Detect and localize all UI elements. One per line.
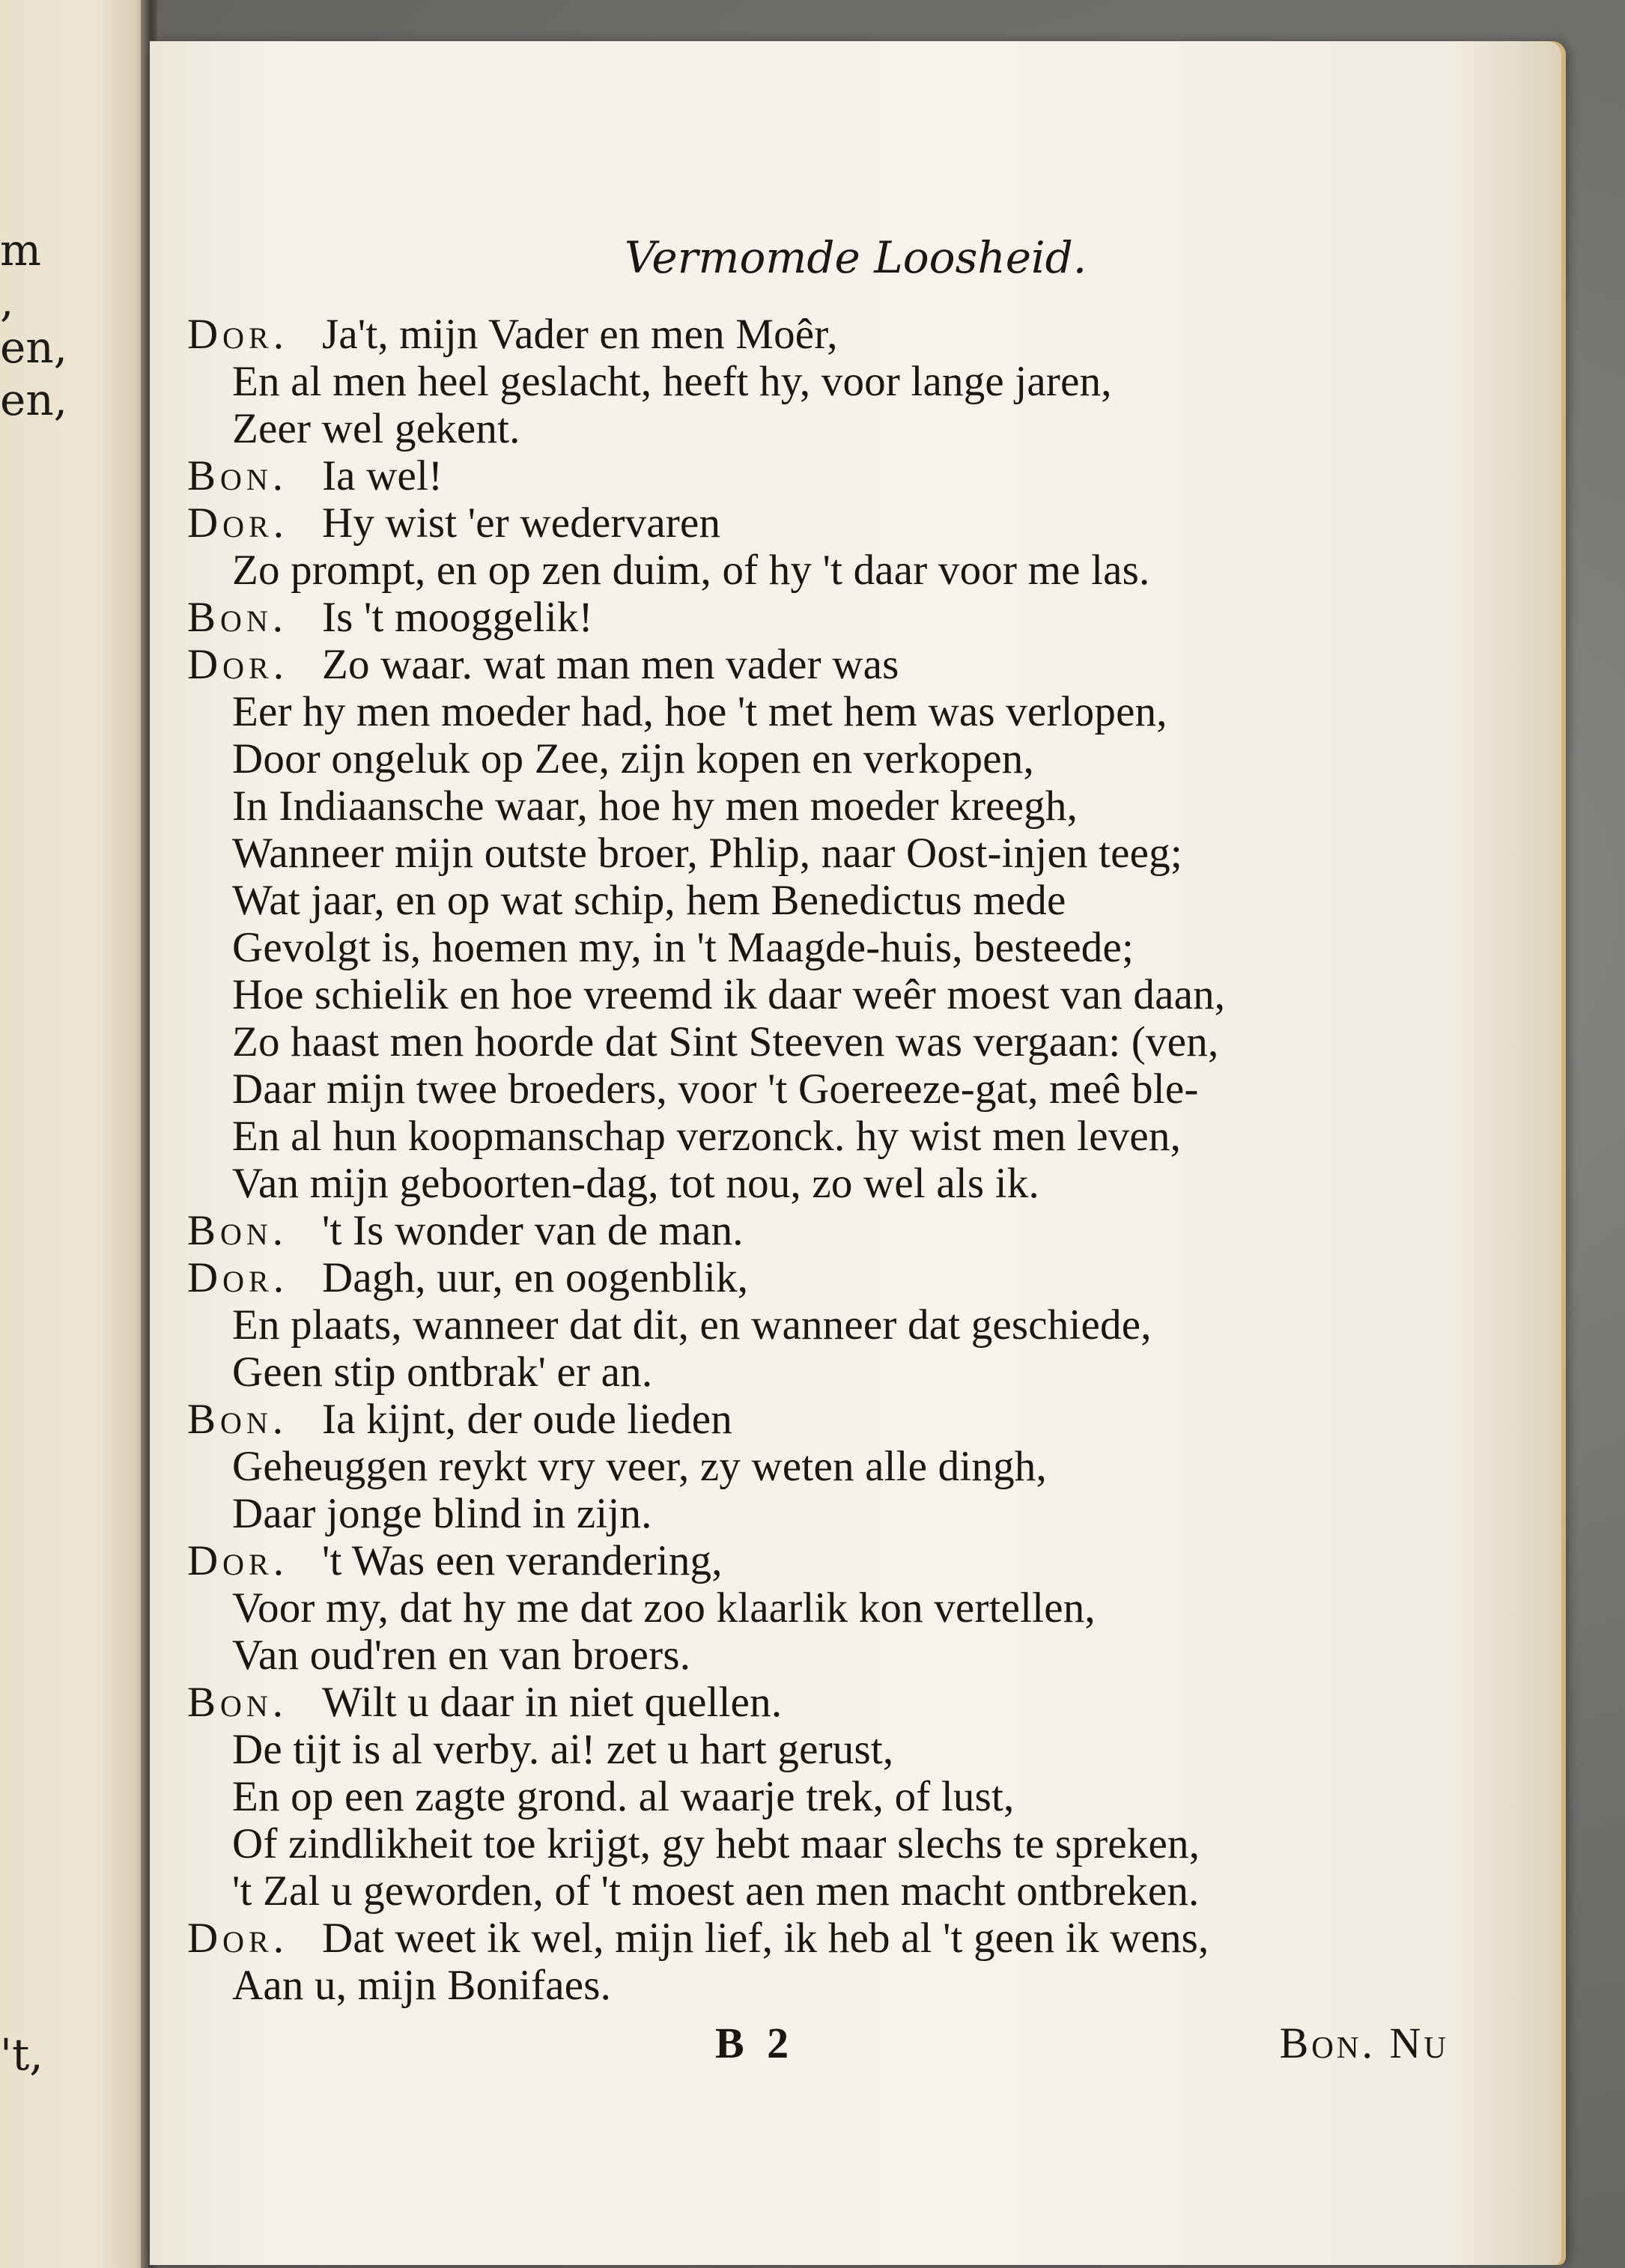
verse-line-text: De tijt is al verby. ai! zet u hart gerust, bbox=[232, 1726, 894, 1773]
left-page-fragment: en, bbox=[0, 374, 68, 425]
verse-line bbox=[187, 1679, 1501, 1726]
running-title: Vermomde Loosheid. bbox=[624, 232, 1087, 283]
verse-line bbox=[187, 1773, 1501, 1820]
speaker-label: Dor. bbox=[187, 1537, 288, 1584]
verse-line bbox=[187, 735, 1501, 782]
verse-line bbox=[187, 782, 1501, 830]
verse-line bbox=[187, 971, 1501, 1018]
verse-line-text: Wilt u daar in niet quellen. bbox=[322, 1679, 783, 1726]
verse-line bbox=[187, 405, 1501, 452]
verse-line bbox=[187, 1113, 1501, 1160]
speaker-label: Dor. bbox=[187, 1254, 288, 1301]
verse-line-text: Daar mijn twee broeders, voor 't Goereeze-gat, meê ble- bbox=[232, 1065, 1199, 1113]
book-page bbox=[150, 41, 1561, 2265]
left-page-fragment: , bbox=[0, 276, 14, 326]
verse-line-text: Zo prompt, en op zen duim, of hy 't daar voor me las. bbox=[232, 547, 1150, 594]
verse-line-text: Van oud'ren en van broers. bbox=[232, 1632, 691, 1679]
left-page-fragment: m bbox=[0, 225, 41, 276]
verse-line-text: Ia wel! bbox=[322, 452, 443, 499]
left-page-fragment: en, bbox=[0, 322, 68, 373]
verse-line-text: Ia kijnt, der oude lieden bbox=[322, 1396, 732, 1443]
verse-line-text: En plaats, wanneer dat dit, en wanneer dat geschiede, bbox=[232, 1301, 1152, 1349]
verse-line-text: 't Zal u geworden, of 't moest aen men macht ontbreken. bbox=[232, 1867, 1200, 1915]
verse-line-text: Aan u, mijn Bonifaes. bbox=[232, 1962, 612, 2009]
speaker-label: Bon. bbox=[187, 1207, 288, 1254]
verse-line bbox=[187, 1490, 1501, 1537]
verse-line bbox=[187, 1396, 1501, 1443]
verse-line-text: En al hun koopmanschap verzonck. hy wist men leven, bbox=[232, 1113, 1182, 1160]
verse-line bbox=[187, 1820, 1501, 1867]
speaker-label: Bon. bbox=[187, 1679, 288, 1726]
verse-line bbox=[187, 830, 1501, 877]
verse-line-text: Zo waar. wat man men vader was bbox=[322, 641, 899, 688]
verse-line-text: Geheuggen reykt vry veer, zy weten alle dingh, bbox=[232, 1443, 1047, 1490]
verse-line-text: 't Is wonder van de man. bbox=[322, 1207, 744, 1254]
verse-line bbox=[187, 877, 1501, 924]
verse-line-text: En al men heel geslacht, heeft hy, voor lange jaren, bbox=[232, 358, 1112, 405]
speaker-label: Dor. bbox=[187, 641, 288, 688]
verse-line bbox=[187, 1301, 1501, 1349]
verse-line bbox=[187, 1632, 1501, 1679]
verse-line-text: 't Was een verandering, bbox=[322, 1537, 723, 1584]
verse-line-text: Wanneer mijn outste broer, Phlip, naar Oost-injen teeg; bbox=[232, 830, 1182, 877]
signature-mark: B 2 bbox=[715, 2019, 795, 2067]
verse-line-text: Voor my, dat hy me dat zoo klaarlik kon vertellen, bbox=[232, 1584, 1096, 1632]
verse-line-text: Daar jonge blind in zijn. bbox=[232, 1490, 652, 1537]
verse-line bbox=[187, 1254, 1501, 1301]
verse-line-text: Zo haast men hoorde dat Sint Steeven was vergaan: (ven, bbox=[232, 1018, 1219, 1065]
verse-line bbox=[187, 1443, 1501, 1490]
speaker-label: Dor. bbox=[187, 311, 288, 358]
previous-page-edge bbox=[0, 0, 154, 2268]
verse-line-text: In Indiaansche waar, hoe hy men moeder kreegh, bbox=[232, 782, 1078, 830]
verse-line bbox=[187, 1349, 1501, 1396]
page-footer bbox=[150, 2018, 1561, 2070]
verse-line-text: Gevolgt is, hoemen my, in 't Maagde-huis, besteede; bbox=[232, 924, 1134, 971]
verse-line bbox=[187, 547, 1501, 594]
verse-line bbox=[187, 1584, 1501, 1632]
verse-line bbox=[187, 594, 1501, 641]
verse-line bbox=[187, 1867, 1501, 1915]
verse-line bbox=[187, 641, 1501, 688]
verse-line-text: Hy wist 'er wedervaren bbox=[322, 499, 721, 547]
verse-line bbox=[187, 1207, 1501, 1254]
verse-line-text: Eer hy men moeder had, hoe 't met hem was verlopen, bbox=[232, 688, 1167, 735]
verse-line-text: Of zindlikheit toe krijgt, gy hebt maar slechs te spreken, bbox=[232, 1820, 1200, 1867]
verse-line-text: Wat jaar, en op wat schip, hem Benedictus mede bbox=[232, 877, 1066, 924]
verse-text bbox=[187, 311, 1501, 2009]
verse-line-text: Zeer wel gekent. bbox=[232, 405, 520, 452]
verse-line-text: Van mijn geboorten-dag, tot nou, zo wel als ik. bbox=[232, 1160, 1039, 1207]
verse-line-text: Dagh, uur, en oogenblik, bbox=[322, 1254, 749, 1301]
left-page-fragment: 't, bbox=[0, 2029, 43, 2080]
speaker-label: Bon. bbox=[187, 452, 288, 499]
speaker-label: Dor. bbox=[187, 499, 288, 547]
speaker-label: Bon. bbox=[187, 1396, 288, 1443]
verse-line bbox=[187, 311, 1501, 358]
speaker-label: Bon. bbox=[187, 594, 288, 641]
verse-line-text: Is 't mooggelik! bbox=[322, 594, 593, 641]
verse-line bbox=[187, 1018, 1501, 1065]
verse-line-text: Geen stip ontbrak' er an. bbox=[232, 1349, 653, 1396]
verse-line bbox=[187, 1537, 1501, 1584]
verse-line bbox=[187, 452, 1501, 499]
verse-line bbox=[187, 1915, 1501, 1962]
verse-line-text: Door ongeluk op Zee, zijn kopen en verkopen, bbox=[232, 735, 1034, 782]
verse-line bbox=[187, 688, 1501, 735]
verse-line bbox=[187, 358, 1501, 405]
verse-line bbox=[187, 924, 1501, 971]
verse-line-text: Hoe schielik en hoe vreemd ik daar weêr moest van daan, bbox=[232, 971, 1226, 1018]
verse-line bbox=[187, 1065, 1501, 1113]
catchword: Bon. Nu bbox=[1279, 2019, 1449, 2067]
verse-line bbox=[187, 1160, 1501, 1207]
verse-line bbox=[187, 499, 1501, 547]
verse-line-text: Dat weet ik wel, mijn lief, ik heb al 't geen ik wens, bbox=[322, 1915, 1209, 1962]
verse-line bbox=[187, 1726, 1501, 1773]
verse-line-text: Ja't, mijn Vader en men Moêr, bbox=[322, 311, 838, 358]
verse-line-text: En op een zagte grond. al waarje trek, of lust, bbox=[232, 1773, 1015, 1820]
speaker-label: Dor. bbox=[187, 1915, 288, 1962]
verse-line bbox=[187, 1962, 1501, 2009]
